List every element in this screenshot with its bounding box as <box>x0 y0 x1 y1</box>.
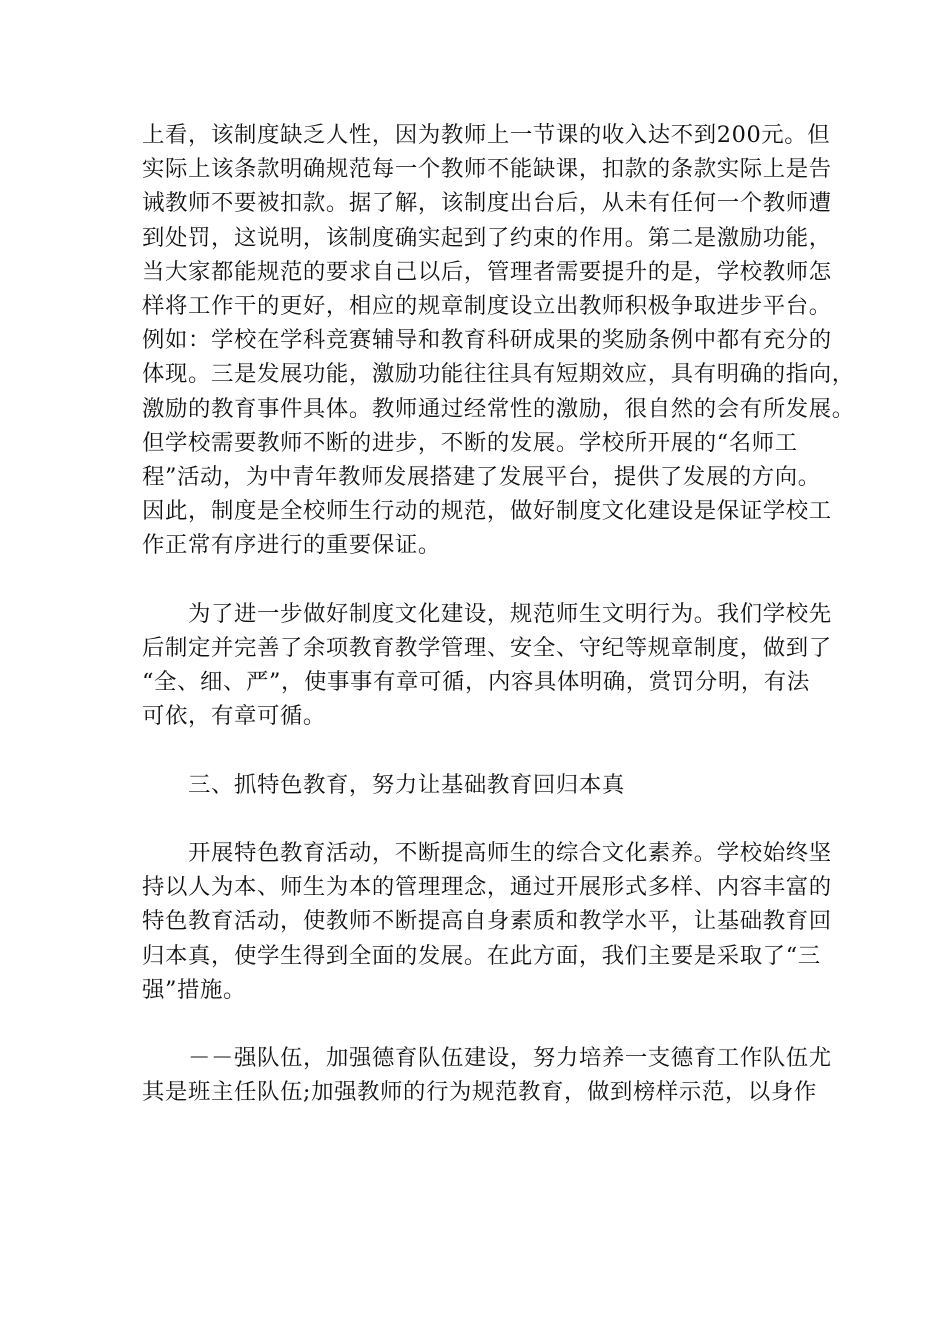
section-heading <box>142 768 832 802</box>
text-line: 为了进一步做好制度文化建设，规范师生文明行为。我们学校先 <box>188 600 832 627</box>
paragraph <box>142 836 832 1007</box>
text-line: －－强队伍，加强德育队伍建设，努力培养一支德育工作队伍尤 <box>188 1045 832 1072</box>
text-line: 其是班主任队伍;加强教师的行为规范教育，做到榜样示范，以身作 <box>142 1079 817 1106</box>
text-line: “全、细、严”，使事事有章可循，内容具体明确，赏罚分明，有法 <box>142 669 810 695</box>
text-line: 强”措施。 <box>142 976 247 1003</box>
paragraph <box>142 597 832 734</box>
text-line: 但学校需要教师不断的进步，不断的发展。学校所开展的“名师工 <box>142 429 798 456</box>
text-line: 诫教师不要被扣款。据了解，该制度出台后，从未有任何一个教师遭 <box>142 190 832 217</box>
text-line: 例如：学校在学科竞赛辅导和教育科研成果的奖励条例中都有充分的 <box>142 327 832 354</box>
text-line: 持以人为本、师生为本的管理理念，通过开展形式多样、内容丰富的 <box>142 874 832 901</box>
paragraph-spacer <box>142 562 832 596</box>
paragraph-spacer <box>142 1007 832 1041</box>
text-line: 上看，该制度缺乏人性，因为教师上一节课的收入达不到200元。但 <box>142 122 831 148</box>
text-line: 实际上该条款明确规范每一个教师不能缺课，扣款的条款实际上是告 <box>142 156 832 183</box>
paragraph-spacer <box>142 802 832 836</box>
text-line: 归本真，使学生得到全面的发展。在此方面，我们主要是采取了“三 <box>142 942 821 969</box>
text-line: 后制定并完善了余项教育教学管理、安全、守纪等规章制度，做到了 <box>142 634 832 661</box>
paragraph <box>142 1041 832 1109</box>
text-line: 特色教育活动，使教师不断提高自身素质和教学水平，让基础教育回 <box>142 908 832 935</box>
text-line: 当大家都能规范的要求自己以后，管理者需要提升的是，学校教师怎 <box>142 258 832 285</box>
text-line: 到处罚，这说明，该制度确实起到了约束的作用。第二是激励功能， <box>142 224 832 251</box>
paragraph-spacer <box>142 733 832 767</box>
text-line: 因此，制度是全校师生行动的规范，做好制度文化建设是保证学校工 <box>142 498 832 525</box>
paragraph <box>142 118 855 562</box>
heading-text: 三、抓特色教育，努力让基础教育回归本真 <box>188 771 625 798</box>
text-line: 体现。三是发展功能，激励功能往往具有短期效应，具有明确的指向， <box>142 361 855 388</box>
document-body <box>142 118 855 1109</box>
text-line: 开展特色教育活动，不断提高师生的综合文化素养。学校始终坚 <box>188 839 832 866</box>
text-line: 程”活动，为中青年教师发展搭建了发展平台，提供了发展的方向。 <box>142 463 821 490</box>
text-line: 激励的教育事件具体。教师通过经常性的激励，很自然的会有所发展。 <box>142 395 855 422</box>
text-line: 可依，有章可循。 <box>142 703 326 730</box>
text-line: 样将工作干的更好，相应的规章制度设立出教师积极争取进步平台。 <box>142 292 832 319</box>
text-line: 作正常有序进行的重要保证。 <box>142 532 441 559</box>
